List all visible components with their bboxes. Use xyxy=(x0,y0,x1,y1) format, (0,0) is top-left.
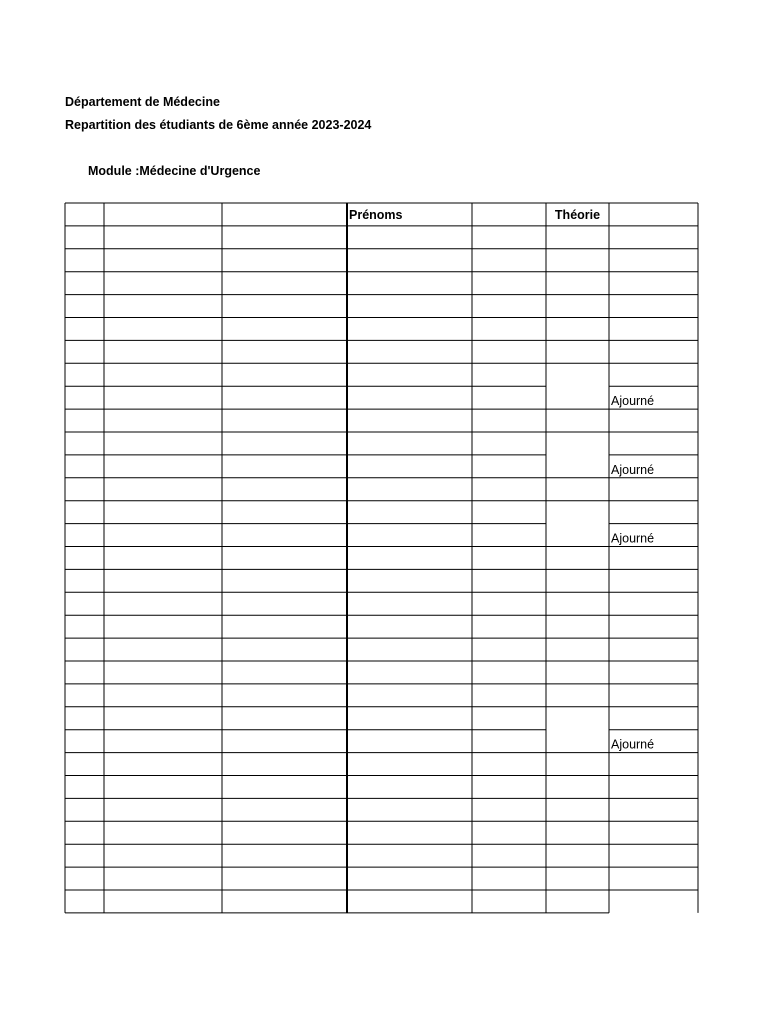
distribution-title: Repartition des étudiants de 6ème année 2023-2024 xyxy=(65,118,372,132)
column-header: Prénoms xyxy=(349,208,403,222)
column-header: Théorie xyxy=(554,208,601,222)
remark-cell: Ajourné xyxy=(611,394,655,409)
remark-cell: Ajourné xyxy=(611,737,655,752)
department-title: Département de Médecine xyxy=(65,95,220,109)
module-title: Module :Médecine d'Urgence xyxy=(88,164,261,178)
remark-cell: Ajourné xyxy=(611,462,655,477)
remark-cell: Ajourné xyxy=(611,531,655,546)
